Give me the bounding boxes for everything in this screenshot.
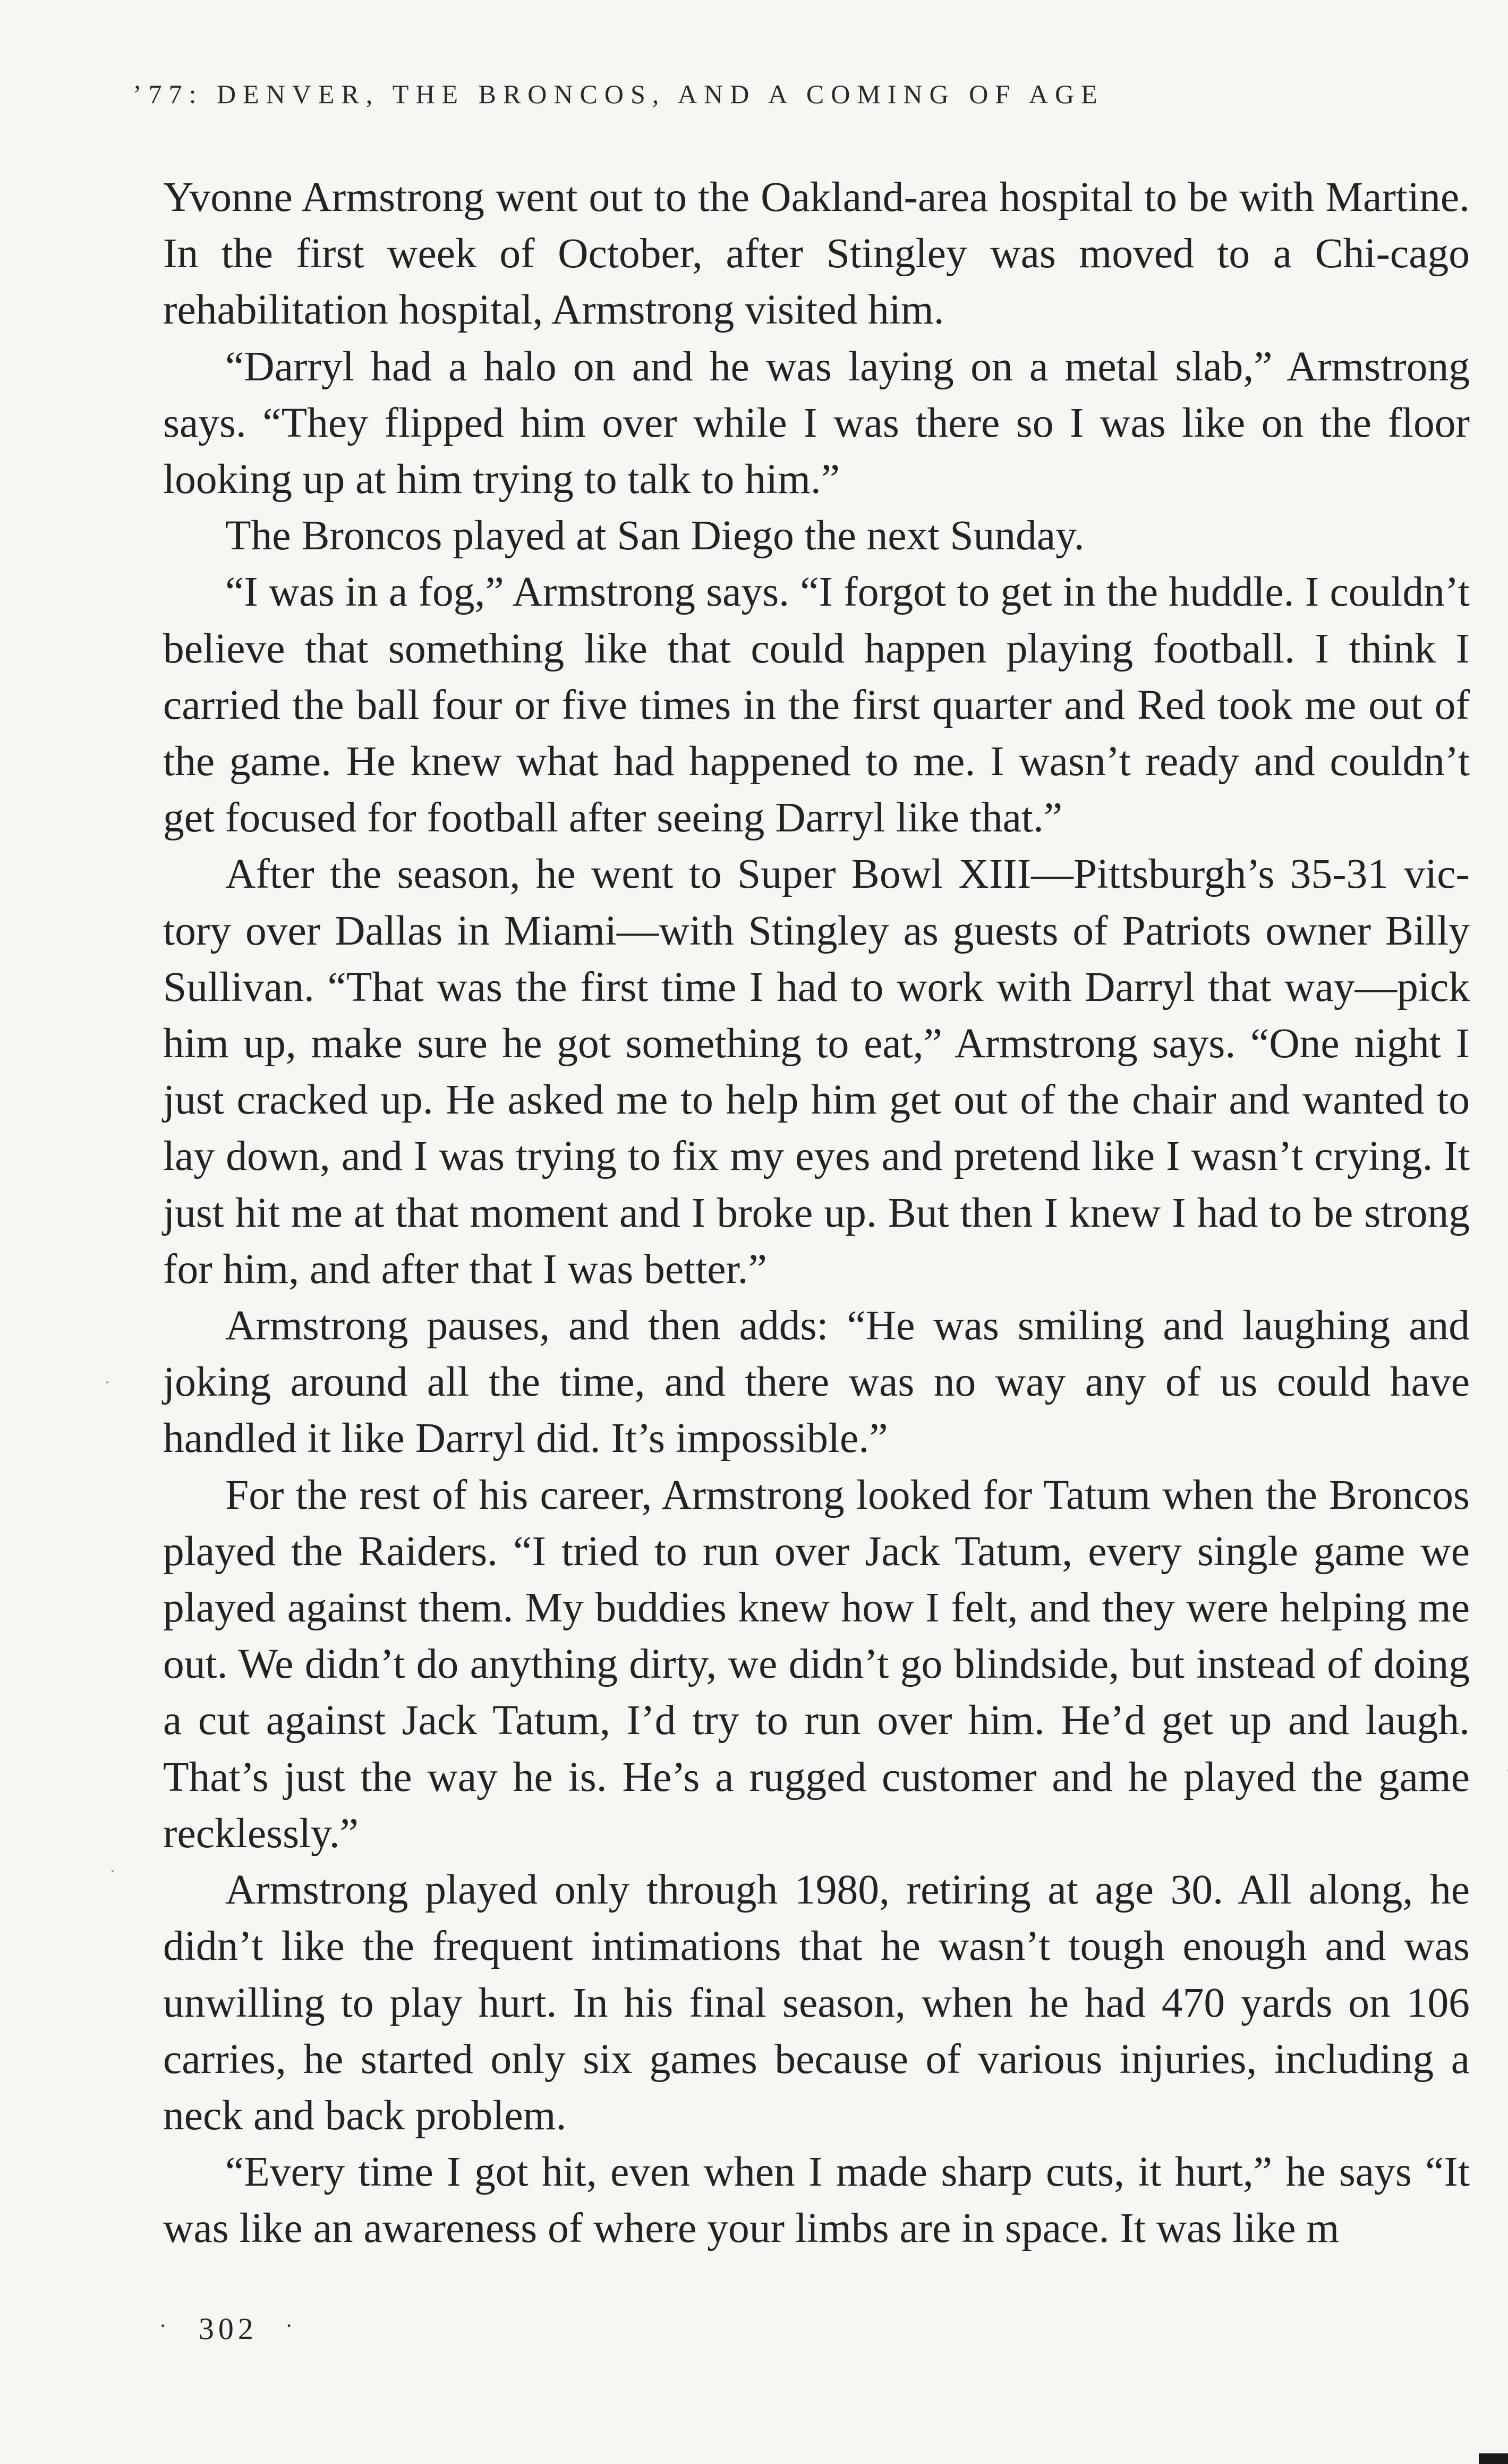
running-head: ’77: DENVER, THE BRONCOS, AND A COMING OF AGE xyxy=(133,79,1104,109)
paragraph: “I was in a fog,” Armstrong says. “I forgot to get in the huddle. I couldn’t believe that something like that could happen playing football. I think I carried the ball four or five times in the first quarter and Red took me out of the game. He knew what had happened to me. I wasn’t ready and couldn’t get focused for football after seeing Darryl like that.” xyxy=(163,568,1470,842)
page-number: 302 xyxy=(198,2312,258,2346)
paragraph: Armstrong pauses, and then adds: “He was smiling and laughing and joking around all the time, and there was no way any of us could have handled it like Darryl did. It’s impossible.” xyxy=(163,1302,1470,1462)
page-number-folio xyxy=(143,2311,313,2347)
paragraph: Yvonne Armstrong went out to the Oakland-area hospital to be with Martine. In the first week of October, after Stingley was moved to a Chi-cago rehabilitation hospital, Armstrong visited him. xyxy=(163,174,1470,334)
paragraph: For the rest of his career, Armstrong looked for Tatum when the Broncos played the Raiders. “I tried to run over Jack Tatum, every single game we played against them. My buddies knew how I felt, and they were helping me out. We didn’t do anything dirty, we didn’t go blindside, but instead of doing a cut against Jack Tatum, I’d try to run over him. He’d get up and laugh. That’s just the way he is. He’s a rugged customer and he played the game recklessly.” xyxy=(163,1471,1470,1857)
paragraph: The Broncos played at San Diego the next Sunday. xyxy=(225,512,1085,559)
paragraph: “Every time I got hit, even when I made sharp cuts, it hurt,” he says “It was like an awareness of where your limbs are in space. It was like m xyxy=(163,2148,1470,2252)
scan-speck xyxy=(106,1381,108,1383)
paragraph: “Darryl had a halo on and he was laying on a metal slab,” Armstrong says. “They flipped him over while I was there so I was like on the floor looking up at him trying to talk to him.” xyxy=(163,343,1470,503)
body-text xyxy=(163,169,1470,2257)
folio-dot-left: · xyxy=(159,2314,171,2338)
paragraph: After the season, he went to Super Bowl XIII—Pittsburgh’s 35-31 victory over Dallas in Miami—with Stingley as guests of Patriots owner Billy Sullivan. “That was the first time I had to work with Darryl that way—pick him up, make sure he got something to eat,” Armstrong says. “One night I just cracked up. He asked me to help him get out of the chair and wanted to lay down, and I was trying to fix my eyes and pretend like I wasn’t crying. It just hit me at that moment and I broke up. But then I knew I had to be strong for him, and after that I was better.” xyxy=(163,851,1470,1293)
scan-corner-mark xyxy=(1479,2453,1508,2464)
scan-speck xyxy=(112,1870,114,1872)
folio-dot-right: · xyxy=(285,2314,297,2338)
paragraph: Armstrong played only through 1980, retiring at age 30. All along, he didn’t like the frequent intimations that he wasn’t tough enough and was unwilling to play hurt. In his final season, when he had 470 yards on 106 carries, he started only six games because of various injuries, including a neck and back problem. xyxy=(163,1866,1470,2139)
